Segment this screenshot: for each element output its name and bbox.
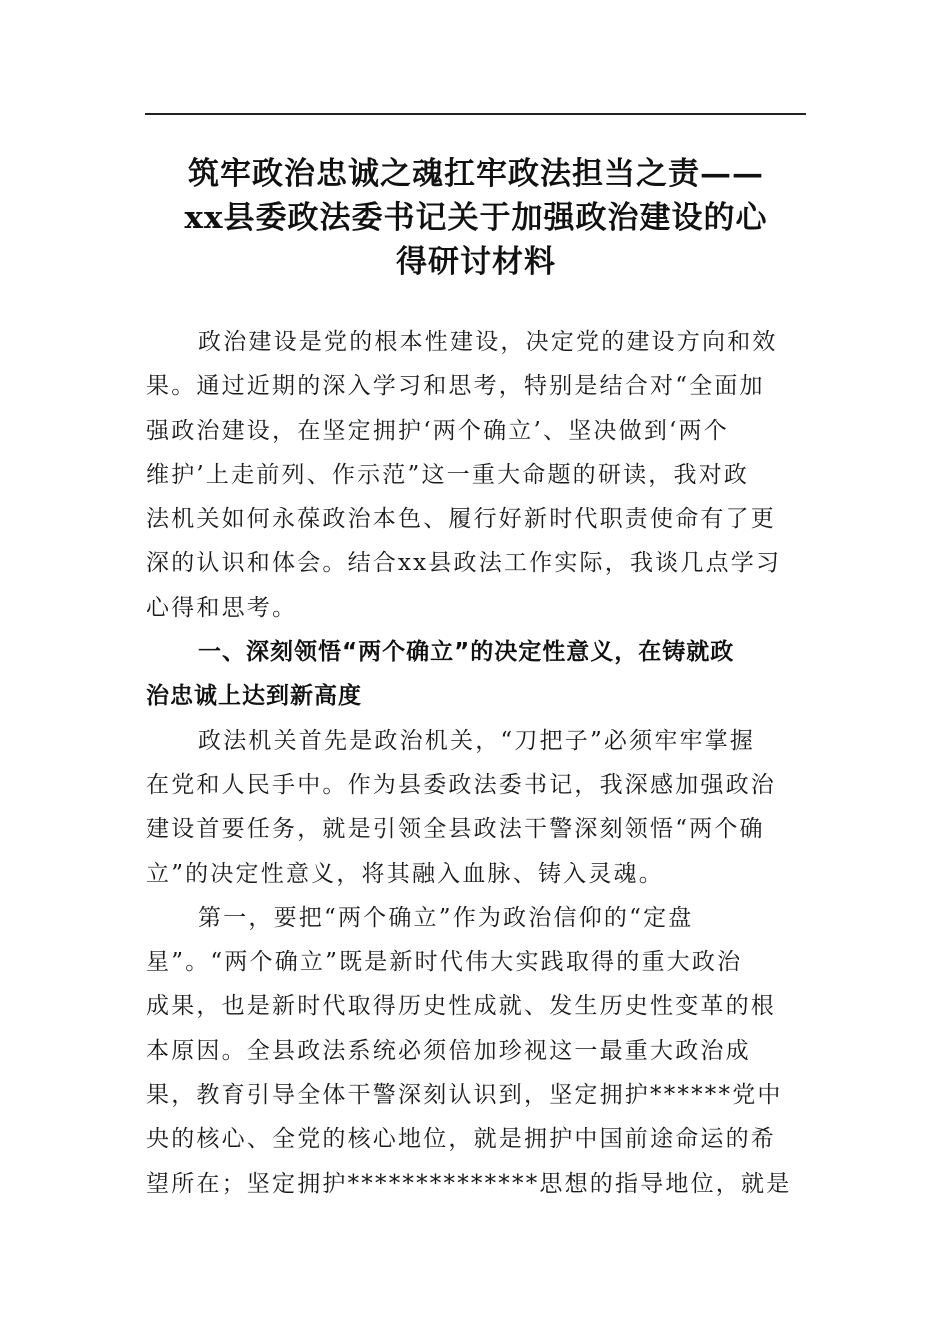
document-title (150, 152, 802, 284)
title-line: xx县委政法委书记关于加强政治建设的心 (184, 200, 768, 236)
paragraph-section-1-intro (146, 719, 791, 896)
text-line: 果，教育引导全体干警深刻认识到，坚定拥护******党中 (146, 1082, 783, 1109)
text-line: 政法机关首先是政治机关，“刀把子”必须牢牢掌握 (198, 727, 756, 754)
text-line: 政治建设是党的根本性建设，决定党的建设方向和效 (198, 329, 778, 355)
text-line: 在党和人民手中。作为县委政法委书记，我深感加强政治 (146, 771, 776, 798)
text-line: 望所在；坚定拥护**************思想的指导地位，就是 (146, 1170, 791, 1197)
text-line: 第一，要把“两个确立”作为政治信仰的“定盘 (198, 904, 694, 931)
title-line: 得研讨材料 (396, 244, 556, 280)
heading-line: 治忠诚上达到新高度 (146, 683, 362, 710)
text-line: 深的认识和体会。结合xx县政法工作实际，我谈几点学习 (146, 550, 782, 577)
header-rule (145, 113, 806, 115)
text-line: 维护’上走前列、作示范”这一重大命题的研读，我对政 (146, 461, 750, 488)
text-line: 星”。“两个确立”既是新时代伟大实践取得的重大政治 (146, 949, 743, 976)
text-line: 建设首要任务，就是引领全县政法干警深刻领悟“两个确 (146, 816, 765, 843)
document-body (146, 320, 791, 1206)
text-line: 本原因。全县政法系统必须倍加珍视这一最重大政治成 (146, 1037, 751, 1064)
text-line: 果。通过近期的深入学习和思考，特别是结合对“全面加 (146, 373, 765, 400)
title-line: 筑牢政治忠诚之魂扛牢政法担当之责—— (188, 156, 764, 192)
text-line: 成果，也是新时代取得历史性成就、发生历史性变革的根 (146, 993, 776, 1020)
text-line: 央的核心、全党的核心地位，就是拥护中国前途命运的希 (146, 1126, 776, 1153)
text-line: 立”的决定性意义，将其融入血脉、铸入灵魂。 (146, 860, 664, 887)
paragraph-point-1 (146, 896, 791, 1206)
text-line: 强政治建设，在坚定拥护‘两个确立’、坚决做到‘两个 (146, 417, 729, 444)
text-line: 心得和思考。 (146, 594, 298, 621)
heading-line: 一、深刻领悟“两个确立”的决定性意义，在铸就政 (198, 639, 735, 666)
text-line: 法机关如何永葆政治本色、履行好新时代职责使命有了更 (146, 506, 776, 533)
section-heading-1 (146, 630, 791, 719)
paragraph-intro (146, 320, 791, 630)
